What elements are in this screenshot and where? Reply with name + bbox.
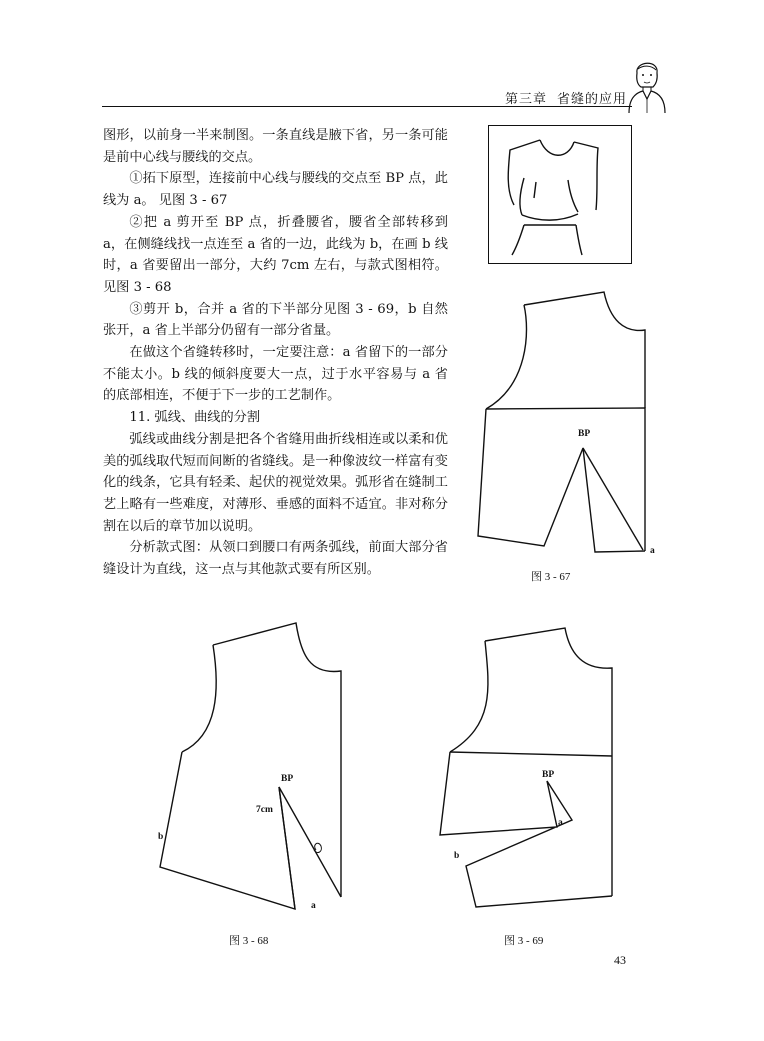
figure-caption: 图 3 - 68 — [229, 935, 269, 947]
figure-caption: 图 3 - 69 — [504, 935, 544, 947]
chapter-label: 第三章 — [505, 92, 548, 107]
a-label: a — [558, 818, 563, 828]
paragraph: 在做这个省缝转移时，一定要注意：a 省留下的一部分不能太小。b 线的倾斜度要大一点，过于水平容易与 a 省的底部相连，不便于下一步的工艺制作。 — [103, 345, 448, 404]
style-sketch — [508, 140, 598, 255]
paragraph: 分析款式图：从领口到腰口有两条弧线，前面大部分省缝设计为直线，这一点与其他款式要有所区别。 — [103, 540, 448, 578]
page-number: 43 — [614, 953, 626, 967]
b-label: b — [454, 851, 460, 861]
paragraph: 图形，以前身一半来制图。一条直线是腋下省，另一条可能是前中心线与腰线的交点。 — [103, 128, 448, 165]
figure-3-67 — [478, 292, 645, 552]
a-label: a — [650, 546, 655, 556]
figure-3-69 — [440, 628, 612, 907]
figure-3-68 — [160, 623, 341, 909]
section-heading: 11. 弧线、曲线的分割 — [129, 410, 261, 426]
b-label: b — [158, 832, 164, 842]
paragraph: ①拓下原型，连接前中心线与腰线的交点至 BP 点，此线为 a。 见图 3 - 67 — [103, 171, 448, 209]
length-label: 7cm — [256, 805, 273, 815]
chapter-title: 省缝的应用 — [557, 92, 628, 107]
bp-label: BP — [281, 774, 294, 784]
paragraph: ③剪开 b，合并 a 省的下半部分见图 3 - 69，b 自然张开，a 省上半部分仍留有一部分省量。 — [103, 301, 448, 339]
a-label: a — [311, 901, 316, 911]
paragraph: 弧线或曲线分割是把各个省缝用曲折线相连或以柔和优美的弧线取代短而间断的省缝线。是一种像波纹一样富有变化的线条，它具有轻柔、起伏的视觉效果。弧形省在缝制工艺上略有一些难度，对薄形、垂感的面料不适宜。非对称分割在以后的章节加以说明。 — [103, 431, 448, 534]
paragraph: ②把 a 剪开至 BP 点，折叠腰省，腰省全部转移到 a，在侧缝线找一点连至 a 省的一边，此线为 b，在画 b 线时，a 省要留出一部分，大约 7cm 左右，与款式图相符。 见图 3 - 68 — [103, 214, 448, 295]
bp-label: BP — [578, 429, 591, 439]
bp-label: BP — [542, 770, 555, 780]
figure-caption: 图 3 - 67 — [531, 571, 571, 583]
